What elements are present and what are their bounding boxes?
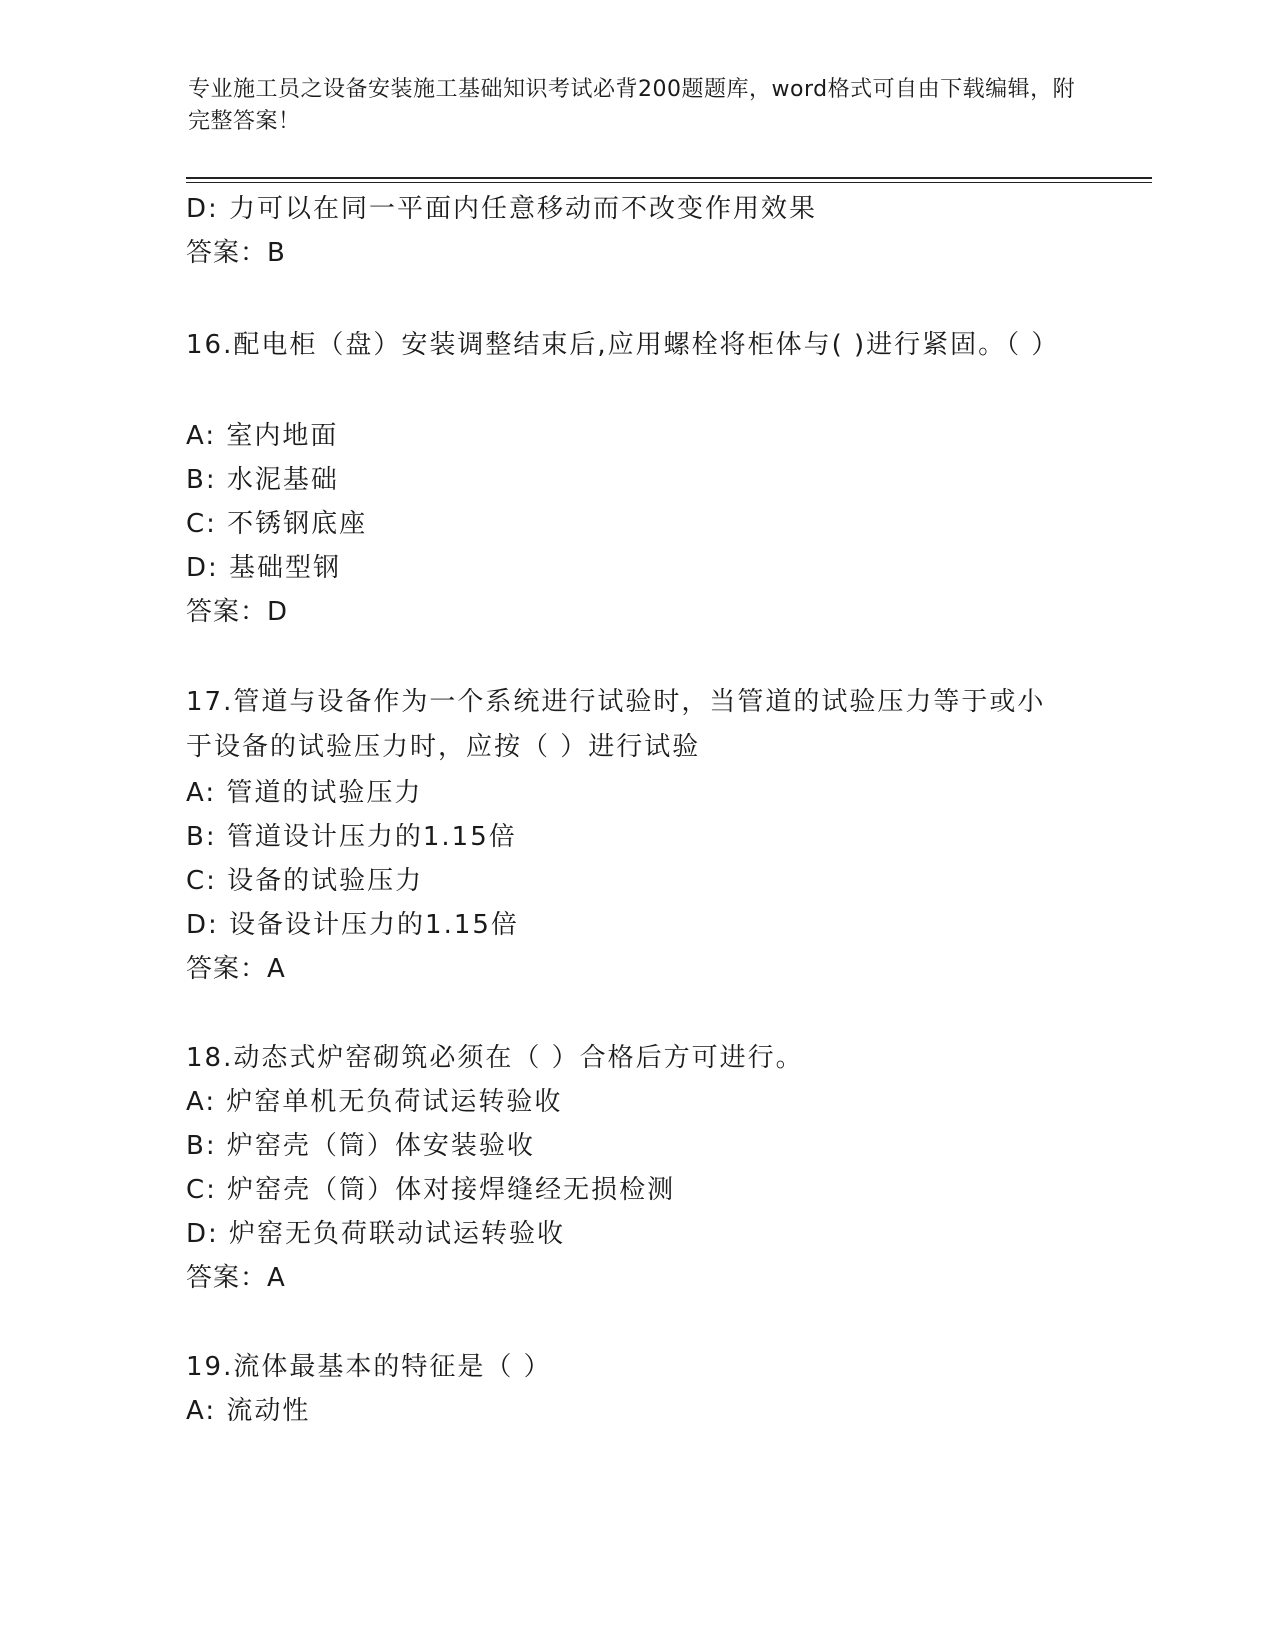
option-b: B: 管道设计压力的1.15倍 xyxy=(186,822,517,852)
question-stem-17: 17.管道与设备作为一个系统进行试验时，当管道的试验压力等于或小于设备的试验压力时，应按（ ）进行试验 xyxy=(186,687,1046,762)
answer: 答案：A xyxy=(186,954,286,984)
option-b: B: 水泥基础 xyxy=(186,465,339,495)
header-divider-thick xyxy=(186,177,1152,179)
option-d: D: 基础型钢 xyxy=(186,553,342,583)
option-a: A: 流动性 xyxy=(186,1396,311,1426)
document-header: 专业施工员之设备安装施工基础知识考试必背200题题库，word格式可自由下载编辑，附完整答案！ xyxy=(188,77,1076,134)
answer: 答案：D xyxy=(186,597,289,627)
option-d: D: 设备设计压力的1.15倍 xyxy=(186,910,519,940)
option-a: A: 管道的试验压力 xyxy=(186,778,423,808)
option-a: A: 炉窑单机无负荷试运转验收 xyxy=(186,1087,563,1117)
option-c: C: 不锈钢底座 xyxy=(186,509,368,539)
header-divider-thin xyxy=(186,182,1152,183)
option-b: B: 炉窑壳（筒）体安装验收 xyxy=(186,1131,535,1161)
option-c: C: 炉窑壳（筒）体对接焊缝经无损检测 xyxy=(186,1175,676,1205)
option-d: D: 炉窑无负荷联动试运转验收 xyxy=(186,1219,566,1249)
question-stem-16: 16.配电柜（盘）安装调整结束后,应用螺栓将柜体与( )进行紧固。（ ） xyxy=(186,330,1060,360)
option-d: D: 力可以在同一平面内任意移动而不改变作用效果 xyxy=(186,194,818,224)
question-stem-19: 19.流体最基本的特征是（ ） xyxy=(186,1352,552,1382)
option-c: C: 设备的试验压力 xyxy=(186,866,424,896)
answer: 答案：A xyxy=(186,1263,286,1293)
option-a: A: 室内地面 xyxy=(186,421,339,451)
answer: 答案：B xyxy=(186,238,286,268)
question-stem-18: 18.动态式炉窑砌筑必须在（ ）合格后方可进行。 xyxy=(186,1043,804,1073)
